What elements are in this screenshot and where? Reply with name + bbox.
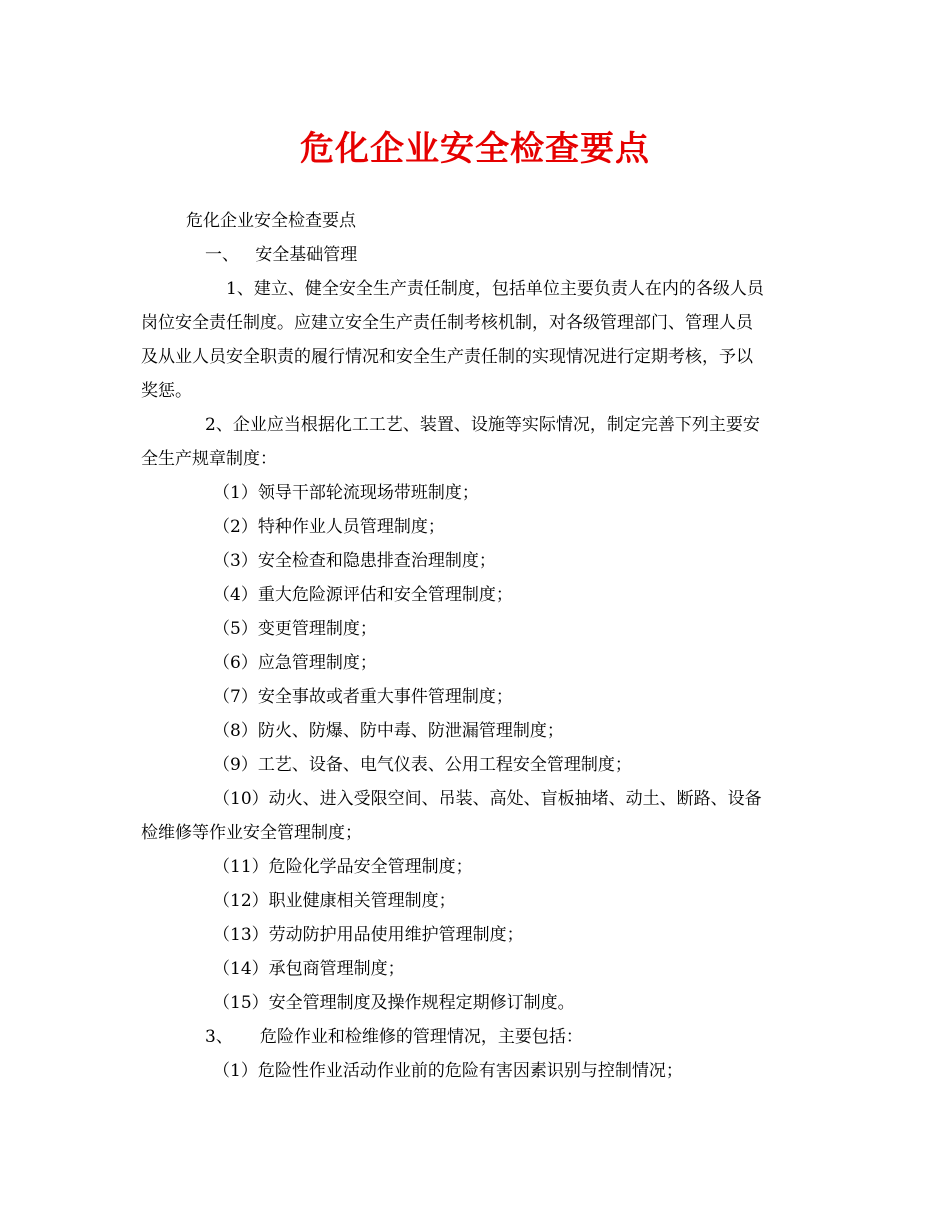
list-item-10-line-1: （10）动火、进入受限空间、吊装、高处、盲板抽堵、动土、断路、设备 [213,789,762,809]
item1-line-3: 及从业人员安全职责的履行情况和安全生产责任制的实现情况进行定期考核，予以 [141,347,753,367]
list-item: （5）变更管理制度； [213,619,377,639]
document-subtitle: 危化企业安全检查要点 [186,211,356,231]
list-item: （3）安全检查和隐患排查治理制度； [213,551,496,571]
list-item: （12）职业健康相关管理制度； [213,891,456,911]
list-item: （2）特种作业人员管理制度； [213,517,445,537]
item3-heading: 3、 危险作业和检维修的管理情况，主要包括： [205,1027,583,1047]
list-item: （8）防火、防爆、防中毒、防泄漏管理制度； [213,721,564,741]
list-item: （14）承包商管理制度； [213,959,405,979]
list-item: （6）应急管理制度； [213,653,377,673]
list-item: （11）危险化学品安全管理制度； [213,857,473,877]
document-body [141,204,811,1088]
list-item: （13）劳动防护用品使用维护管理制度； [213,925,524,945]
list-item: （9）工艺、设备、电气仪表、公用工程安全管理制度； [213,755,632,775]
list-item: （15）安全管理制度及操作规程定期修订制度。 [213,993,575,1013]
section-heading: 一、 安全基础管理 [205,245,358,265]
list-item: （7）安全事故或者重大事件管理制度； [213,687,513,707]
list-item: （1）领导干部轮流现场带班制度； [213,483,479,503]
list-item: （1）危险性作业活动作业前的危险有害因素识别与控制情况； [213,1061,683,1081]
item2-line-1: 2、企业应当根据化工工艺、装置、设施等实际情况，制定完善下列主要安 [205,415,760,435]
item1-line-1: 1、建立、健全安全生产责任制度，包括单位主要负责人在内的各级人员 [226,279,764,299]
item1-line-2: 岗位安全责任制度。应建立安全生产责任制考核机制，对各级管理部门、管理人员 [141,313,753,333]
list-item-10-line-2: 检维修等作业安全管理制度； [141,823,362,843]
list-item: （4）重大危险源评估和安全管理制度； [213,585,513,605]
item1-line-4: 奖惩。 [141,381,192,401]
item2-line-2: 全生产规章制度： [141,449,277,469]
document-title: 危化企业安全检查要点 [300,129,650,169]
